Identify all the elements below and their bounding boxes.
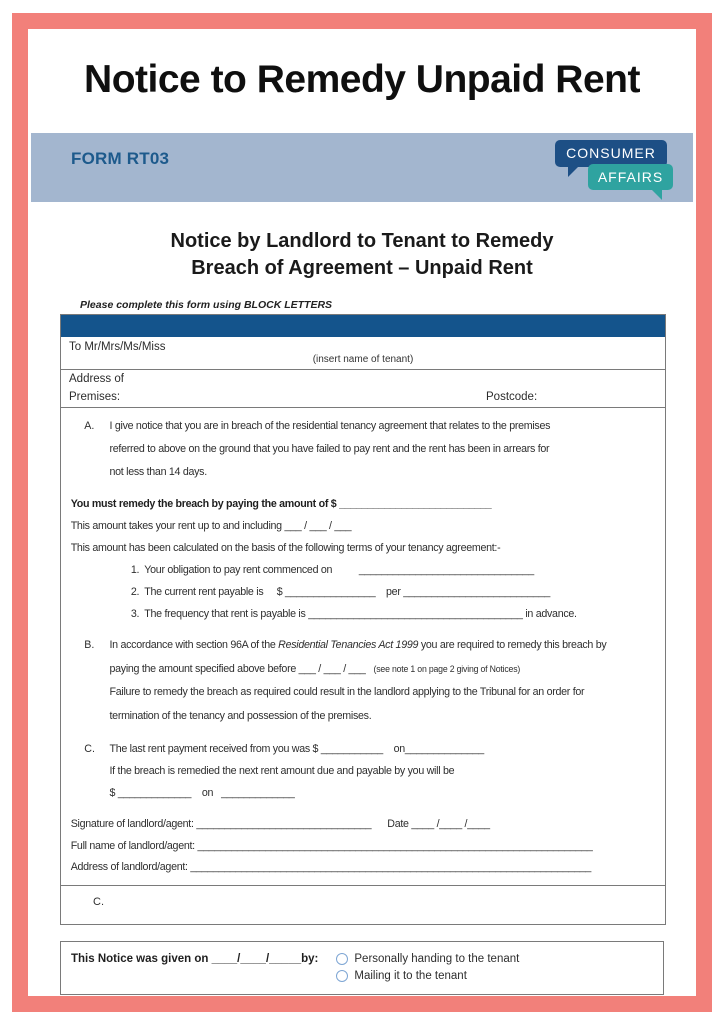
section-c-line: $ _____________ on _____________: [109, 787, 295, 799]
form-code-label: FORM RT03: [71, 149, 170, 168]
postcode-label: Postcode:: [486, 391, 538, 403]
section-b-text: In accordance with section 96A of the: [109, 639, 279, 651]
section-b: [84, 634, 641, 728]
section-b-line: [110, 658, 607, 682]
option-personally-handing[interactable]: [336, 951, 519, 968]
see-note-reference: (see note 1 on page 2 giving of Notices): [373, 663, 521, 674]
term-item: 3. The frequency that rent is payable is ______________________________________ in advance.: [130, 608, 577, 620]
form-heading-line1: Notice by Landlord to Tenant to Remedy: [170, 230, 554, 252]
section-c-line: The last rent payment received from you was $ ___________ on______________: [109, 743, 484, 755]
logo-affairs-bubble: [588, 164, 673, 190]
term-item: 2. The current rent payable is $ ________________ per __________________________: [130, 586, 551, 598]
notice-given-label: This Notice was given on ____/____/_____by:: [71, 952, 319, 965]
signature-line: Signature of landlord/agent: _______________________________ Date ____ /____ /____: [70, 818, 490, 830]
section-b-line: [110, 634, 607, 658]
form-heading-line2: Breach of Agreement – Unpaid Rent: [191, 257, 533, 279]
section-a-line: I give notice that you are in breach of the residential tenancy agreement that relates to the premises: [109, 420, 551, 432]
section-c-line: If the breach is remedied the next rent amount due and payable by you will be: [109, 765, 455, 777]
notice-given-box: [60, 941, 664, 995]
section-b-text: you are required to remedy this breach by: [418, 639, 607, 651]
form-header-bar: [61, 315, 665, 337]
section-a: [84, 415, 641, 484]
tenant-name-hint: (insert name of tenant): [312, 354, 414, 365]
block-letters-instruction: Please complete this form using BLOCK LETTERS: [80, 299, 333, 311]
premises-label: Premises:: [69, 391, 121, 403]
tenant-name-row: [61, 337, 665, 370]
signature-block: [71, 814, 641, 879]
option-label: Personally handing to the tenant: [354, 952, 520, 965]
consumer-affairs-logo: [555, 140, 673, 202]
logo-consumer-bubble: [555, 140, 667, 167]
page-title: Notice to Remedy Unpaid Rent: [84, 58, 640, 101]
form-heading: [28, 228, 696, 282]
tenant-name-label: To Mr/Mrs/Ms/Miss: [69, 341, 166, 353]
calculated-basis-line: This amount has been calculated on the basis of the following terms of your tenancy agreement:-: [70, 542, 501, 554]
footer-letter: C.: [93, 895, 104, 908]
section-b-line: termination of the tenancy and possession of the premises.: [109, 709, 372, 722]
remedy-amount-line: You must remedy the breach by paying the amount of $ ___________________________: [70, 498, 492, 510]
speech-bubble-tail-icon: [568, 166, 579, 177]
section-a-line: referred to above on the ground that you have failed to pay rent and the rent has been in arrears for: [109, 443, 550, 455]
premises-address-row: [61, 370, 665, 408]
footer-letter-row: [61, 886, 665, 924]
radio-icon[interactable]: [336, 970, 348, 982]
term-item: 1. Your obligation to pay rent commenced on _______________________________: [130, 564, 534, 576]
full-name-line: Full name of landlord/agent: ______________________________________________________________________: [70, 839, 593, 852]
address-of-label: Address of: [69, 373, 124, 385]
rent-up-to-line: This amount takes your rent up to and including ___ / ___ / ___: [70, 520, 352, 532]
document-page: [12, 13, 712, 1012]
section-c: [84, 738, 641, 804]
act-name-italic: Residential Tenancies Act 1999: [278, 639, 419, 651]
landlord-address-line: Address of landlord/agent: _______________________________________________________________________: [70, 861, 592, 873]
section-b-text: paying the amount specified above before ___ / ___ / ___: [109, 662, 374, 675]
section-b-line: Failure to remedy the breach as required could result in the landlord applying to the Tribunal for an order for: [109, 686, 585, 698]
speech-bubble-tail-icon: [651, 189, 662, 200]
logo-affairs-text: AFFAIRS: [597, 169, 664, 185]
header-band: [31, 133, 693, 202]
section-a-letter: A.: [84, 420, 95, 432]
radio-icon[interactable]: [336, 953, 348, 965]
delivery-method-options: [336, 951, 519, 985]
option-label: Mailing it to the tenant: [354, 969, 467, 982]
section-a-line: not less than 14 days.: [109, 466, 207, 478]
option-mailing[interactable]: [336, 968, 519, 985]
logo-consumer-text: CONSUMER: [566, 145, 656, 161]
section-b-letter: B.: [84, 639, 95, 651]
tenancy-terms-list: [131, 559, 641, 625]
form-box: [60, 314, 666, 925]
section-c-letter: C.: [84, 743, 95, 755]
form-body: [61, 408, 665, 886]
